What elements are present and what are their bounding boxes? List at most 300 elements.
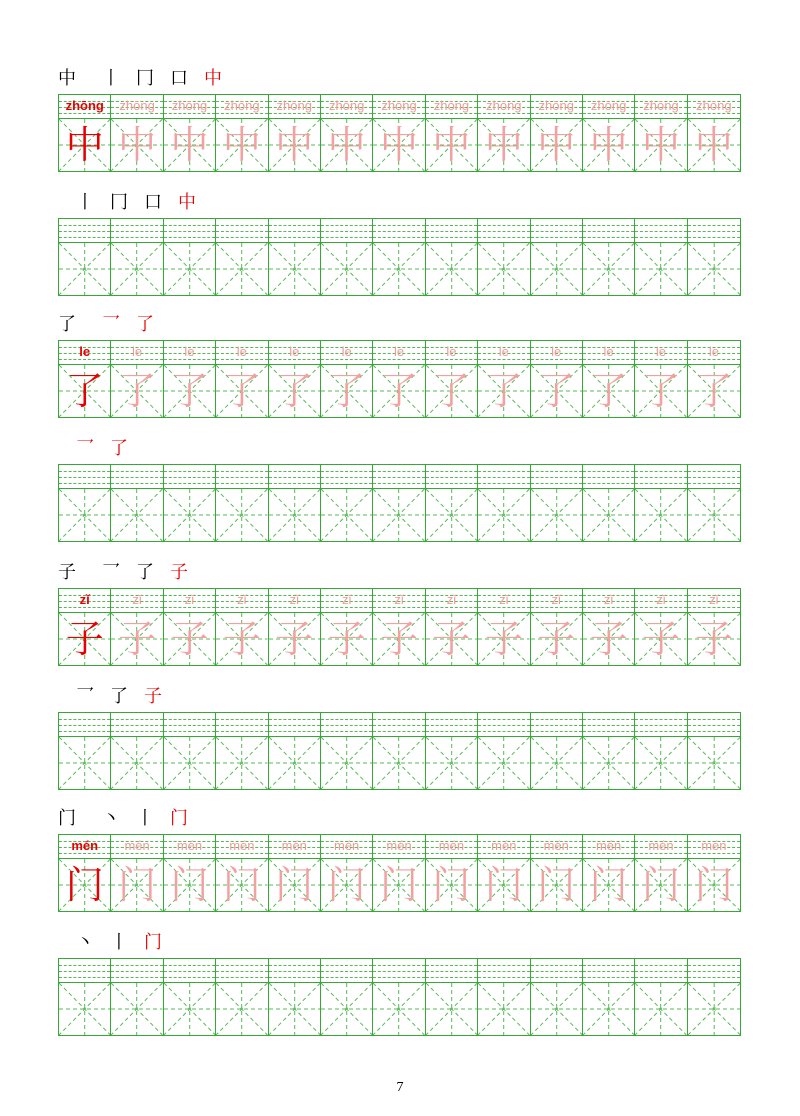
writing-cell[interactable] bbox=[426, 713, 478, 789]
pinyin-band bbox=[478, 219, 529, 243]
writing-cell[interactable] bbox=[111, 713, 163, 789]
pinyin-band bbox=[59, 713, 110, 737]
pinyin-band bbox=[216, 713, 267, 737]
character-glyph: 了 bbox=[589, 369, 628, 413]
character-example-block bbox=[58, 808, 741, 912]
stroke-step: 乛 bbox=[76, 438, 94, 459]
mi-grid-guide bbox=[478, 489, 529, 541]
writing-cell[interactable] bbox=[373, 589, 425, 665]
mi-grid-guide bbox=[111, 983, 162, 1035]
character-glyph: 中 bbox=[170, 123, 209, 167]
pinyin-label: mén bbox=[595, 838, 622, 853]
mi-grid-guide bbox=[321, 983, 372, 1035]
writing-cell[interactable] bbox=[583, 219, 635, 295]
writing-cell[interactable] bbox=[269, 959, 321, 1035]
stroke-step: 了 bbox=[110, 438, 128, 459]
pinyin-label: le bbox=[446, 344, 457, 359]
stroke-step: 冂 bbox=[110, 192, 128, 213]
pinyin-band bbox=[164, 959, 215, 983]
character-glyph: 中 bbox=[537, 123, 576, 167]
writing-cell[interactable] bbox=[635, 713, 687, 789]
character-practice-block bbox=[58, 438, 741, 542]
character-glyph: 了 bbox=[222, 369, 261, 413]
writing-cell[interactable] bbox=[478, 713, 530, 789]
pinyin-band bbox=[216, 959, 267, 983]
mi-grid-guide bbox=[321, 243, 372, 295]
writing-cell[interactable] bbox=[269, 219, 321, 295]
pinyin-band bbox=[269, 713, 320, 737]
writing-cell[interactable] bbox=[216, 219, 268, 295]
writing-cell[interactable] bbox=[321, 713, 373, 789]
mi-grid-guide bbox=[373, 983, 424, 1035]
writing-cell[interactable] bbox=[478, 95, 530, 171]
character-glyph: 了 bbox=[327, 369, 366, 413]
mi-grid-guide bbox=[478, 737, 529, 789]
mi-grid-guide bbox=[688, 737, 740, 789]
writing-cell[interactable] bbox=[269, 713, 321, 789]
character-glyph: 了 bbox=[380, 369, 419, 413]
character-glyph: 门 bbox=[589, 863, 628, 907]
writing-cell[interactable] bbox=[635, 835, 687, 911]
writing-cell bbox=[59, 341, 111, 417]
character-glyph: 中 bbox=[432, 123, 471, 167]
pinyin-band bbox=[426, 219, 477, 243]
character-glyph: 门 bbox=[641, 863, 680, 907]
tracing-grid bbox=[58, 834, 741, 912]
writing-cell[interactable] bbox=[688, 589, 740, 665]
mi-grid-guide bbox=[59, 243, 110, 295]
character-glyph: 了 bbox=[537, 369, 576, 413]
pinyin-label: mén bbox=[334, 838, 360, 853]
pinyin-label: mén bbox=[71, 838, 99, 853]
writing-cell[interactable] bbox=[478, 589, 530, 665]
character-glyph: 子 bbox=[432, 617, 471, 661]
mi-grid-guide bbox=[426, 243, 477, 295]
pinyin-label: zhōng bbox=[486, 98, 522, 113]
pinyin-label: zǐ bbox=[79, 592, 90, 607]
writing-cell[interactable] bbox=[111, 219, 163, 295]
writing-cell[interactable] bbox=[426, 95, 478, 171]
pinyin-label: zǐ bbox=[603, 592, 614, 607]
character-glyph: 门 bbox=[380, 863, 419, 907]
writing-cell[interactable] bbox=[321, 835, 373, 911]
character-glyph: 门 bbox=[222, 863, 261, 907]
stroke-order bbox=[58, 192, 741, 214]
mi-grid-guide bbox=[216, 737, 267, 789]
pinyin-label: zǐ bbox=[132, 592, 142, 607]
writing-cell[interactable] bbox=[59, 219, 111, 295]
character-glyph: 子 bbox=[694, 617, 733, 661]
stroke-step: 门 bbox=[170, 808, 188, 829]
writing-cell[interactable] bbox=[583, 959, 635, 1035]
pinyin-label: zǐ bbox=[394, 592, 404, 607]
stroke-step: 乛 bbox=[76, 686, 94, 707]
writing-cell[interactable] bbox=[216, 835, 268, 911]
writing-cell[interactable] bbox=[583, 341, 635, 417]
writing-cell[interactable] bbox=[531, 465, 583, 541]
writing-cell[interactable] bbox=[531, 95, 583, 171]
character-glyph: 中 bbox=[275, 123, 314, 167]
pinyin-label: le bbox=[79, 344, 91, 359]
stroke-step: 丶 bbox=[102, 808, 120, 829]
pinyin-band bbox=[59, 959, 110, 983]
writing-cell[interactable] bbox=[321, 95, 373, 171]
writing-cell[interactable] bbox=[111, 465, 163, 541]
pinyin-band bbox=[583, 219, 634, 243]
mi-grid-guide bbox=[531, 983, 582, 1035]
character-glyph: 子 bbox=[484, 617, 523, 661]
character-label: 中 bbox=[58, 68, 76, 89]
mi-grid-guide bbox=[531, 489, 582, 541]
writing-cell[interactable] bbox=[478, 219, 530, 295]
character-glyph: 门 bbox=[537, 863, 576, 907]
character-glyph: 子 bbox=[118, 617, 157, 661]
writing-cell[interactable] bbox=[373, 95, 425, 171]
pinyin-label: le bbox=[655, 344, 667, 359]
writing-cell[interactable] bbox=[635, 219, 687, 295]
pinyin-label: le bbox=[708, 344, 719, 359]
character-glyph: 中 bbox=[641, 123, 680, 167]
practice-grid bbox=[58, 712, 741, 790]
pinyin-label: mén bbox=[543, 838, 569, 853]
pinyin-label: zǐ bbox=[184, 592, 195, 607]
pinyin-label: le bbox=[603, 344, 614, 359]
writing-cell[interactable] bbox=[164, 95, 216, 171]
character-glyph: 了 bbox=[170, 369, 209, 413]
writing-cell[interactable] bbox=[111, 959, 163, 1035]
writing-cell[interactable] bbox=[688, 219, 740, 295]
pinyin-band bbox=[321, 465, 372, 489]
character-glyph: 子 bbox=[170, 617, 209, 661]
pinyin-band bbox=[321, 219, 372, 243]
mi-grid-guide bbox=[164, 243, 215, 295]
writing-cell[interactable] bbox=[164, 959, 216, 1035]
pinyin-band bbox=[373, 959, 424, 983]
writing-cell bbox=[59, 589, 111, 665]
stroke-step: 口 bbox=[170, 68, 188, 89]
writing-cell[interactable] bbox=[478, 341, 530, 417]
character-glyph: 子 bbox=[589, 617, 628, 661]
mi-grid-guide bbox=[478, 983, 529, 1035]
mi-grid-guide bbox=[164, 489, 215, 541]
character-glyph: 门 bbox=[432, 863, 471, 907]
pinyin-band bbox=[269, 465, 320, 489]
mi-grid-guide bbox=[426, 489, 477, 541]
mi-grid-guide bbox=[111, 489, 162, 541]
writing-cell[interactable] bbox=[164, 465, 216, 541]
writing-cell[interactable] bbox=[583, 589, 635, 665]
writing-cell[interactable] bbox=[373, 465, 425, 541]
pinyin-band bbox=[583, 713, 634, 737]
character-glyph: 门 bbox=[694, 863, 733, 907]
character-glyph: 门 bbox=[484, 863, 523, 907]
pinyin-label: le bbox=[341, 344, 352, 359]
mi-grid-guide bbox=[531, 243, 582, 295]
writing-cell[interactable] bbox=[216, 95, 268, 171]
pinyin-band bbox=[426, 465, 477, 489]
writing-cell[interactable] bbox=[216, 589, 268, 665]
writing-cell[interactable] bbox=[531, 341, 583, 417]
character-glyph: 子 bbox=[222, 617, 261, 661]
writing-cell[interactable] bbox=[478, 835, 530, 911]
mi-grid-guide bbox=[688, 983, 740, 1035]
writing-cell[interactable] bbox=[59, 959, 111, 1035]
pinyin-label: mén bbox=[176, 838, 203, 853]
writing-cell[interactable] bbox=[59, 713, 111, 789]
writing-cell[interactable] bbox=[111, 341, 163, 417]
mi-grid-guide bbox=[269, 489, 320, 541]
stroke-step: 冂 bbox=[136, 68, 154, 89]
writing-cell[interactable] bbox=[635, 959, 687, 1035]
writing-cell[interactable] bbox=[531, 219, 583, 295]
writing-cell[interactable] bbox=[269, 341, 321, 417]
writing-cell[interactable] bbox=[111, 589, 163, 665]
writing-cell[interactable] bbox=[269, 465, 321, 541]
character-glyph: 中 bbox=[65, 123, 104, 167]
character-glyph: 了 bbox=[641, 369, 680, 413]
writing-cell[interactable] bbox=[373, 341, 425, 417]
pinyin-band bbox=[269, 959, 320, 983]
stroke-step: 了 bbox=[110, 686, 128, 707]
writing-cell[interactable] bbox=[321, 219, 373, 295]
character-glyph: 了 bbox=[694, 369, 733, 413]
pinyin-band bbox=[478, 713, 529, 737]
writing-cell[interactable] bbox=[373, 219, 425, 295]
writing-cell[interactable] bbox=[583, 95, 635, 171]
practice-grid bbox=[58, 464, 741, 542]
mi-grid-guide bbox=[111, 737, 162, 789]
mi-grid-guide bbox=[635, 983, 686, 1035]
writing-cell[interactable] bbox=[164, 835, 216, 911]
writing-cell[interactable] bbox=[426, 219, 478, 295]
pinyin-band bbox=[321, 713, 372, 737]
writing-cell[interactable] bbox=[635, 465, 687, 541]
writing-cell bbox=[59, 835, 111, 911]
stroke-order bbox=[58, 686, 741, 708]
writing-cell[interactable] bbox=[688, 959, 740, 1035]
writing-cell bbox=[59, 95, 111, 171]
character-glyph: 中 bbox=[222, 123, 261, 167]
stroke-step: 丨 bbox=[110, 932, 128, 953]
mi-grid-guide bbox=[59, 983, 110, 1035]
writing-cell[interactable] bbox=[583, 713, 635, 789]
writing-cell[interactable] bbox=[426, 589, 478, 665]
writing-cell[interactable] bbox=[583, 465, 635, 541]
pinyin-band bbox=[688, 219, 740, 243]
writing-cell[interactable] bbox=[164, 341, 216, 417]
writing-cell[interactable] bbox=[426, 959, 478, 1035]
pinyin-label: zhōng bbox=[381, 98, 417, 113]
writing-cell[interactable] bbox=[373, 835, 425, 911]
writing-cell[interactable] bbox=[478, 959, 530, 1035]
mi-grid-guide bbox=[269, 737, 320, 789]
pinyin-band bbox=[531, 465, 582, 489]
writing-cell[interactable] bbox=[321, 465, 373, 541]
pinyin-band bbox=[216, 465, 267, 489]
pinyin-label: zǐ bbox=[341, 592, 352, 607]
writing-cell[interactable] bbox=[321, 589, 373, 665]
writing-cell[interactable] bbox=[269, 589, 321, 665]
writing-cell[interactable] bbox=[164, 713, 216, 789]
writing-cell[interactable] bbox=[635, 95, 687, 171]
character-glyph: 了 bbox=[118, 369, 157, 413]
stroke-step: 了 bbox=[136, 562, 154, 583]
character-glyph: 门 bbox=[327, 863, 366, 907]
mi-grid-guide bbox=[635, 489, 686, 541]
pinyin-label: zhōng bbox=[119, 98, 155, 113]
character-glyph: 子 bbox=[275, 617, 314, 661]
character-glyph: 中 bbox=[589, 123, 628, 167]
practice-grid bbox=[58, 218, 741, 296]
stroke-step: 子 bbox=[144, 686, 162, 707]
writing-cell[interactable] bbox=[635, 341, 687, 417]
mi-grid-guide bbox=[426, 983, 477, 1035]
pinyin-band bbox=[164, 219, 215, 243]
pinyin-band bbox=[635, 219, 686, 243]
mi-grid-guide bbox=[269, 983, 320, 1035]
pinyin-label: le bbox=[498, 344, 509, 359]
character-glyph: 了 bbox=[65, 369, 104, 413]
writing-cell[interactable] bbox=[59, 465, 111, 541]
writing-cell[interactable] bbox=[426, 465, 478, 541]
character-glyph: 子 bbox=[380, 617, 419, 661]
pinyin-label: mén bbox=[438, 838, 465, 853]
pinyin-band bbox=[531, 959, 582, 983]
mi-grid-guide bbox=[269, 243, 320, 295]
writing-cell[interactable] bbox=[478, 465, 530, 541]
practice-grid bbox=[58, 958, 741, 1036]
pinyin-label: zhōng bbox=[65, 98, 104, 113]
character-glyph: 中 bbox=[484, 123, 523, 167]
pinyin-band bbox=[478, 959, 529, 983]
pinyin-band bbox=[531, 713, 582, 737]
mi-grid-guide bbox=[635, 737, 686, 789]
stroke-step: 子 bbox=[170, 562, 188, 583]
pinyin-label: zhōng bbox=[328, 98, 365, 113]
writing-cell[interactable] bbox=[373, 959, 425, 1035]
writing-cell[interactable] bbox=[111, 835, 163, 911]
writing-cell[interactable] bbox=[688, 713, 740, 789]
pinyin-band bbox=[635, 465, 686, 489]
writing-cell[interactable] bbox=[269, 835, 321, 911]
character-example-block bbox=[58, 314, 741, 418]
mi-grid-guide bbox=[216, 243, 267, 295]
pinyin-label: zǐ bbox=[656, 592, 666, 607]
character-label: 子 bbox=[58, 562, 76, 583]
pinyin-band bbox=[111, 959, 162, 983]
pinyin-label: zhōng bbox=[433, 98, 470, 113]
character-glyph: 中 bbox=[118, 123, 157, 167]
pinyin-label: mén bbox=[124, 838, 150, 853]
mi-grid-guide bbox=[688, 489, 740, 541]
character-glyph: 子 bbox=[537, 617, 576, 661]
writing-cell[interactable] bbox=[111, 95, 163, 171]
writing-cell[interactable] bbox=[531, 959, 583, 1035]
writing-cell[interactable] bbox=[373, 713, 425, 789]
writing-cell[interactable] bbox=[216, 713, 268, 789]
pinyin-label: zhōng bbox=[643, 98, 679, 113]
writing-cell[interactable] bbox=[426, 835, 478, 911]
stroke-order bbox=[58, 314, 741, 336]
mi-grid-guide bbox=[426, 737, 477, 789]
mi-grid-guide bbox=[216, 983, 267, 1035]
mi-grid-guide bbox=[111, 243, 162, 295]
character-label: 了 bbox=[58, 314, 76, 335]
writing-cell[interactable] bbox=[531, 713, 583, 789]
pinyin-label: le bbox=[132, 344, 143, 359]
character-example-block bbox=[58, 562, 741, 666]
pinyin-label: mén bbox=[229, 838, 255, 853]
writing-cell[interactable] bbox=[688, 341, 740, 417]
writing-cell[interactable] bbox=[531, 589, 583, 665]
mi-grid-guide bbox=[321, 489, 372, 541]
pinyin-band bbox=[478, 465, 529, 489]
writing-cell[interactable] bbox=[321, 341, 373, 417]
writing-cell[interactable] bbox=[216, 341, 268, 417]
mi-grid-guide bbox=[583, 243, 634, 295]
pinyin-band bbox=[373, 713, 424, 737]
stroke-order bbox=[58, 808, 741, 830]
writing-cell[interactable] bbox=[269, 95, 321, 171]
pinyin-band bbox=[59, 219, 110, 243]
pinyin-band bbox=[583, 959, 634, 983]
pinyin-label: zǐ bbox=[237, 592, 247, 607]
pinyin-band bbox=[111, 465, 162, 489]
pinyin-label: zhōng bbox=[696, 98, 732, 113]
writing-cell[interactable] bbox=[216, 465, 268, 541]
stroke-step: 丨 bbox=[76, 192, 94, 213]
tracing-grid bbox=[58, 94, 741, 172]
pinyin-band bbox=[426, 959, 477, 983]
writing-cell[interactable] bbox=[164, 589, 216, 665]
character-glyph: 子 bbox=[641, 617, 680, 661]
tracing-grid bbox=[58, 340, 741, 418]
writing-cell[interactable] bbox=[321, 959, 373, 1035]
stroke-order bbox=[58, 562, 741, 584]
writing-cell[interactable] bbox=[216, 959, 268, 1035]
writing-cell[interactable] bbox=[688, 835, 740, 911]
writing-cell[interactable] bbox=[531, 835, 583, 911]
pinyin-band bbox=[373, 465, 424, 489]
stroke-step: 丨 bbox=[102, 68, 120, 89]
mi-grid-guide bbox=[59, 737, 110, 789]
stroke-order bbox=[58, 68, 741, 90]
pinyin-label: mén bbox=[386, 838, 412, 853]
pinyin-band bbox=[269, 219, 320, 243]
pinyin-label: mén bbox=[281, 838, 307, 853]
writing-cell[interactable] bbox=[688, 465, 740, 541]
character-glyph: 门 bbox=[170, 863, 209, 907]
pinyin-label: zhōng bbox=[538, 98, 574, 113]
mi-grid-guide bbox=[688, 243, 740, 295]
writing-cell[interactable] bbox=[635, 589, 687, 665]
character-practice-block bbox=[58, 192, 741, 296]
pinyin-band bbox=[111, 219, 162, 243]
pinyin-label: le bbox=[184, 344, 195, 359]
writing-cell[interactable] bbox=[426, 341, 478, 417]
stroke-order bbox=[58, 932, 741, 954]
stroke-step: 中 bbox=[204, 68, 222, 89]
pinyin-band bbox=[373, 219, 424, 243]
mi-grid-guide bbox=[373, 243, 424, 295]
writing-cell[interactable] bbox=[164, 219, 216, 295]
writing-cell[interactable] bbox=[583, 835, 635, 911]
pinyin-label: zǐ bbox=[551, 592, 561, 607]
character-glyph: 中 bbox=[694, 123, 733, 167]
writing-cell[interactable] bbox=[688, 95, 740, 171]
pinyin-band bbox=[635, 713, 686, 737]
pinyin-label: le bbox=[236, 344, 247, 359]
